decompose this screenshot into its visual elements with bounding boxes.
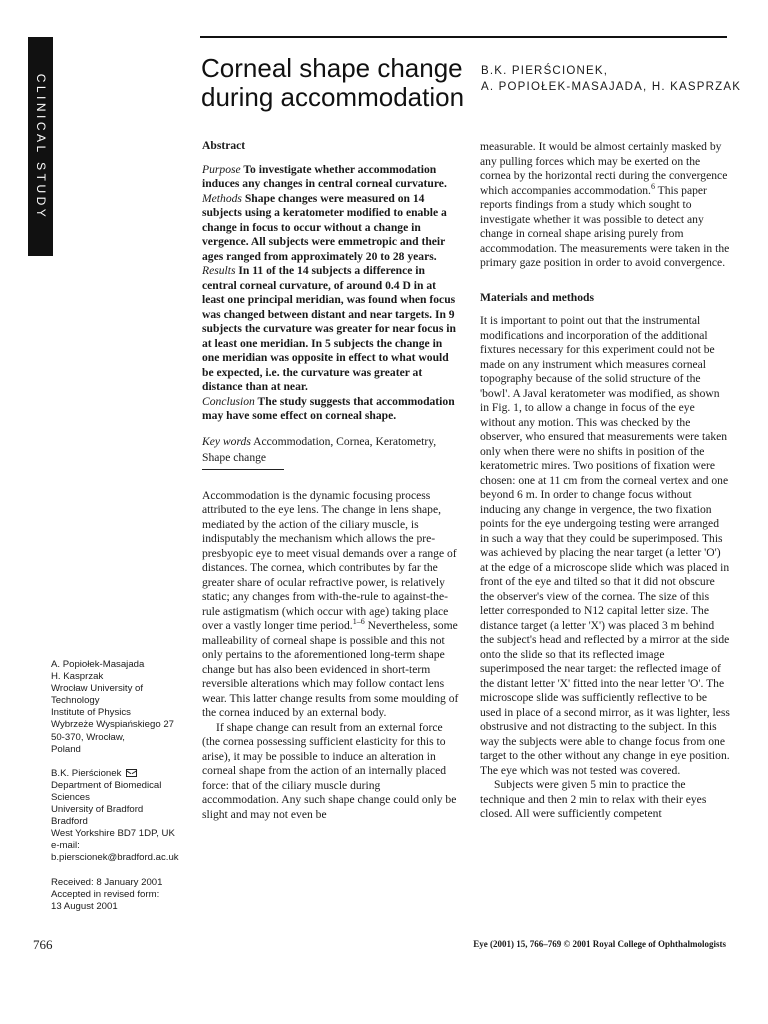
affiliation-line: Wrocław University of <box>51 683 144 695</box>
affiliation-line: Poland <box>51 743 81 755</box>
affiliation-line: Bradford <box>51 816 88 828</box>
affiliation-line: Technology <box>51 695 100 707</box>
affiliation-line: Wybrzeże Wyspiańskiego 27 <box>51 719 174 731</box>
affiliation-line: Department of Biomedical <box>51 779 162 791</box>
citation-ref: 6 <box>650 181 655 191</box>
keywords-label: Key words <box>202 434 251 448</box>
correspondent-name: B.K. Pierścionek <box>51 767 122 779</box>
methods-label: Methods <box>202 191 242 205</box>
purpose-text: To investigate whether accommodation induces any changes in central corneal curvature. <box>202 162 447 190</box>
purpose-label: Purpose <box>202 162 241 176</box>
section-label: CLINICAL STUDY <box>33 73 48 220</box>
abstract-heading: Abstract <box>202 139 246 152</box>
intro-paragraph-1 <box>202 489 460 721</box>
received-date: Received: 8 January 2001 <box>51 876 163 888</box>
article-title: Corneal shape change during accommodation <box>201 53 465 112</box>
results-text: In 11 of the 14 subjects a difference in central corneal curvature, of around 0.4 D in at least one principal meridian, was found when focus was changed between distant and near targets. In 9 subjects the curvature was greater for near focus in at least one meridian. In 5 subjects the change in one meridian was opposite in effect to what would be expected, i.e. the curvature was greater at distance than at near. <box>202 264 456 393</box>
methods-paragraph-1: It is important to point out that the instrumental modifications and incorporation of the additional fixtures necessary for this experiment could not be made on any instrument which measures corneal topography because of the solid structure of the 'bowl'. A Javal keratometer was modified, as shown in Fig. 1, to allow a change in focus of the eye without any motion. This was checked by the observer, who ensured that measurements were taken only when there were no shifts in position of the keratometric mires. Two positions of fixation were chosen: one at 11 cm from the corneal vertex and one beyond 6 m. In order to change focus without inducing any change in vergence, the two fixation points for the eye undergoing testing were arranged in such a way that they could be superimposed. This was achieved by placing the near target (a letter 'O') at the edge of a microscope slide which was placed in front of the eye and tilted so that it did not obscure the observer's view of the cornea. The size of this letter corresponded to N12 capital letter size. The distance target (a letter 'X') was placed 3 m behind the subject's head and reflected by a mirror at the side onto the slide so that its reflected image superimposed the near target: the reflected image of the distant letter 'X' fitted into the near letter 'O'. The microscope slide was sufficiently reflective to be used in place of a second mirror, as it was lighter, less obstrusive and not distracting to the subject. In this way the subjects were able to change focus from one target to the other without any change in eye position. The eye which was not tested was covered. <box>480 314 730 777</box>
citation-ref: 1–6 <box>352 617 365 627</box>
affiliation-line: A. Popiołek-Masajada <box>51 659 145 670</box>
affiliation-line: West Yorkshire BD7 1DP, UK <box>51 828 175 840</box>
methods-paragraph-2: Subjects were given 5 min to practice the technique and then 2 min to relax with their eyes closed. All were sufficiently competent <box>480 778 707 820</box>
intro-text: measurable. It would be almost certainly masked by any pulling forces which may be exerted on the cornea by the horizontal recti during the convergence which accompanies accommodation. <box>480 140 728 197</box>
affiliation-line: 50-370, Wrocław, <box>51 731 125 743</box>
affiliation-line: H. Kasprzak <box>51 671 104 683</box>
right-column <box>480 140 730 822</box>
author-list <box>481 63 741 95</box>
middle-column <box>202 139 460 822</box>
accepted-label: Accepted in revised form: <box>51 888 160 900</box>
results-label: Results <box>202 264 236 277</box>
abstract-purpose <box>202 163 460 192</box>
author-line: B.K. PIERŚCIONEK, <box>481 65 609 77</box>
methods-text: Shape changes were measured on 14 subjects using a keratometer modified to enable a change in focus to occur without a change in vergence. All subjects were emmetropic and their ages ranged from approximately 20 to 28 years. <box>202 191 447 263</box>
page-number: 766 <box>33 937 53 952</box>
intro-text: This paper reports findings from a study which sought to investigate whether it was possible to detect any change in corneal shape arising purely from accommodation. The measurements were taken in the primary gaze position in order to avoid convergence. <box>480 183 730 269</box>
abstract-conclusion <box>202 395 460 424</box>
affiliation-line: University of Bradford <box>51 804 144 816</box>
correspondent-line <box>51 768 186 780</box>
intro-paragraph-2-continued <box>480 140 730 271</box>
author-line: A. POPIOŁEK-MASAJADA, H. KASPRZAK <box>481 81 742 93</box>
section-heading: Materials and methods <box>480 290 595 304</box>
intro-text: Accommodation is the dynamic focusing process attributed to the eye lens. The change in lens shape, mediated by the action of the ciliary muscle, is indisputably the mechanism which allows the pre-presbyopic eye to meet visual demands over a range of distances. The cornea, which contributes by far the greater share of ocular refractive power, is relatively static; any changes from with-the-rule to against-the-rule astigmatism (which occur with age) taking place over a vastly longer time period. <box>202 488 457 632</box>
conclusion-text: The study suggests that accommodation may have some effect on corneal shape. <box>202 394 455 422</box>
intro-text: Nevertheless, some malleability of corneal shape is possible and this not only pertains to the aforementioned long-term shape change but has also been evidenced in short-term reversible alterations which may follow contact lens wear. This latter change results from some moulding of the cornea induced by an external body. <box>202 619 459 719</box>
keywords-rule <box>202 469 284 470</box>
journal-citation: Eye (2001) 15, 766–769 © 2001 Royal College of Ophthalmologists <box>473 939 726 949</box>
envelope-icon <box>126 769 137 777</box>
section-tab <box>28 37 53 256</box>
abstract-results <box>202 264 460 395</box>
affiliation-line: Sciences <box>51 791 90 803</box>
intro-paragraph-2: If shape change can result from an external force (the cornea possessing sufficient elasticity for this to arise), it may be possible to induce an alteration in corneal shape from the action of an internally placed force: that of the ciliary muscle during accommodation. Any such shape change could only be slight and may not even be <box>202 720 457 821</box>
accepted-date: 13 August 2001 <box>51 900 118 912</box>
conclusion-label: Conclusion <box>202 394 255 408</box>
email-address[interactable]: b.pierscionek@bradford.ac.uk <box>51 852 179 864</box>
email-label: e-mail: <box>51 840 80 852</box>
header-rule <box>200 36 727 38</box>
keywords-text: Accommodation, Cornea, Keratometry, Shape change <box>202 434 437 464</box>
abstract-methods <box>202 192 460 265</box>
affiliations <box>51 659 186 913</box>
keywords <box>202 434 460 466</box>
affiliation-line: Institute of Physics <box>51 707 131 719</box>
